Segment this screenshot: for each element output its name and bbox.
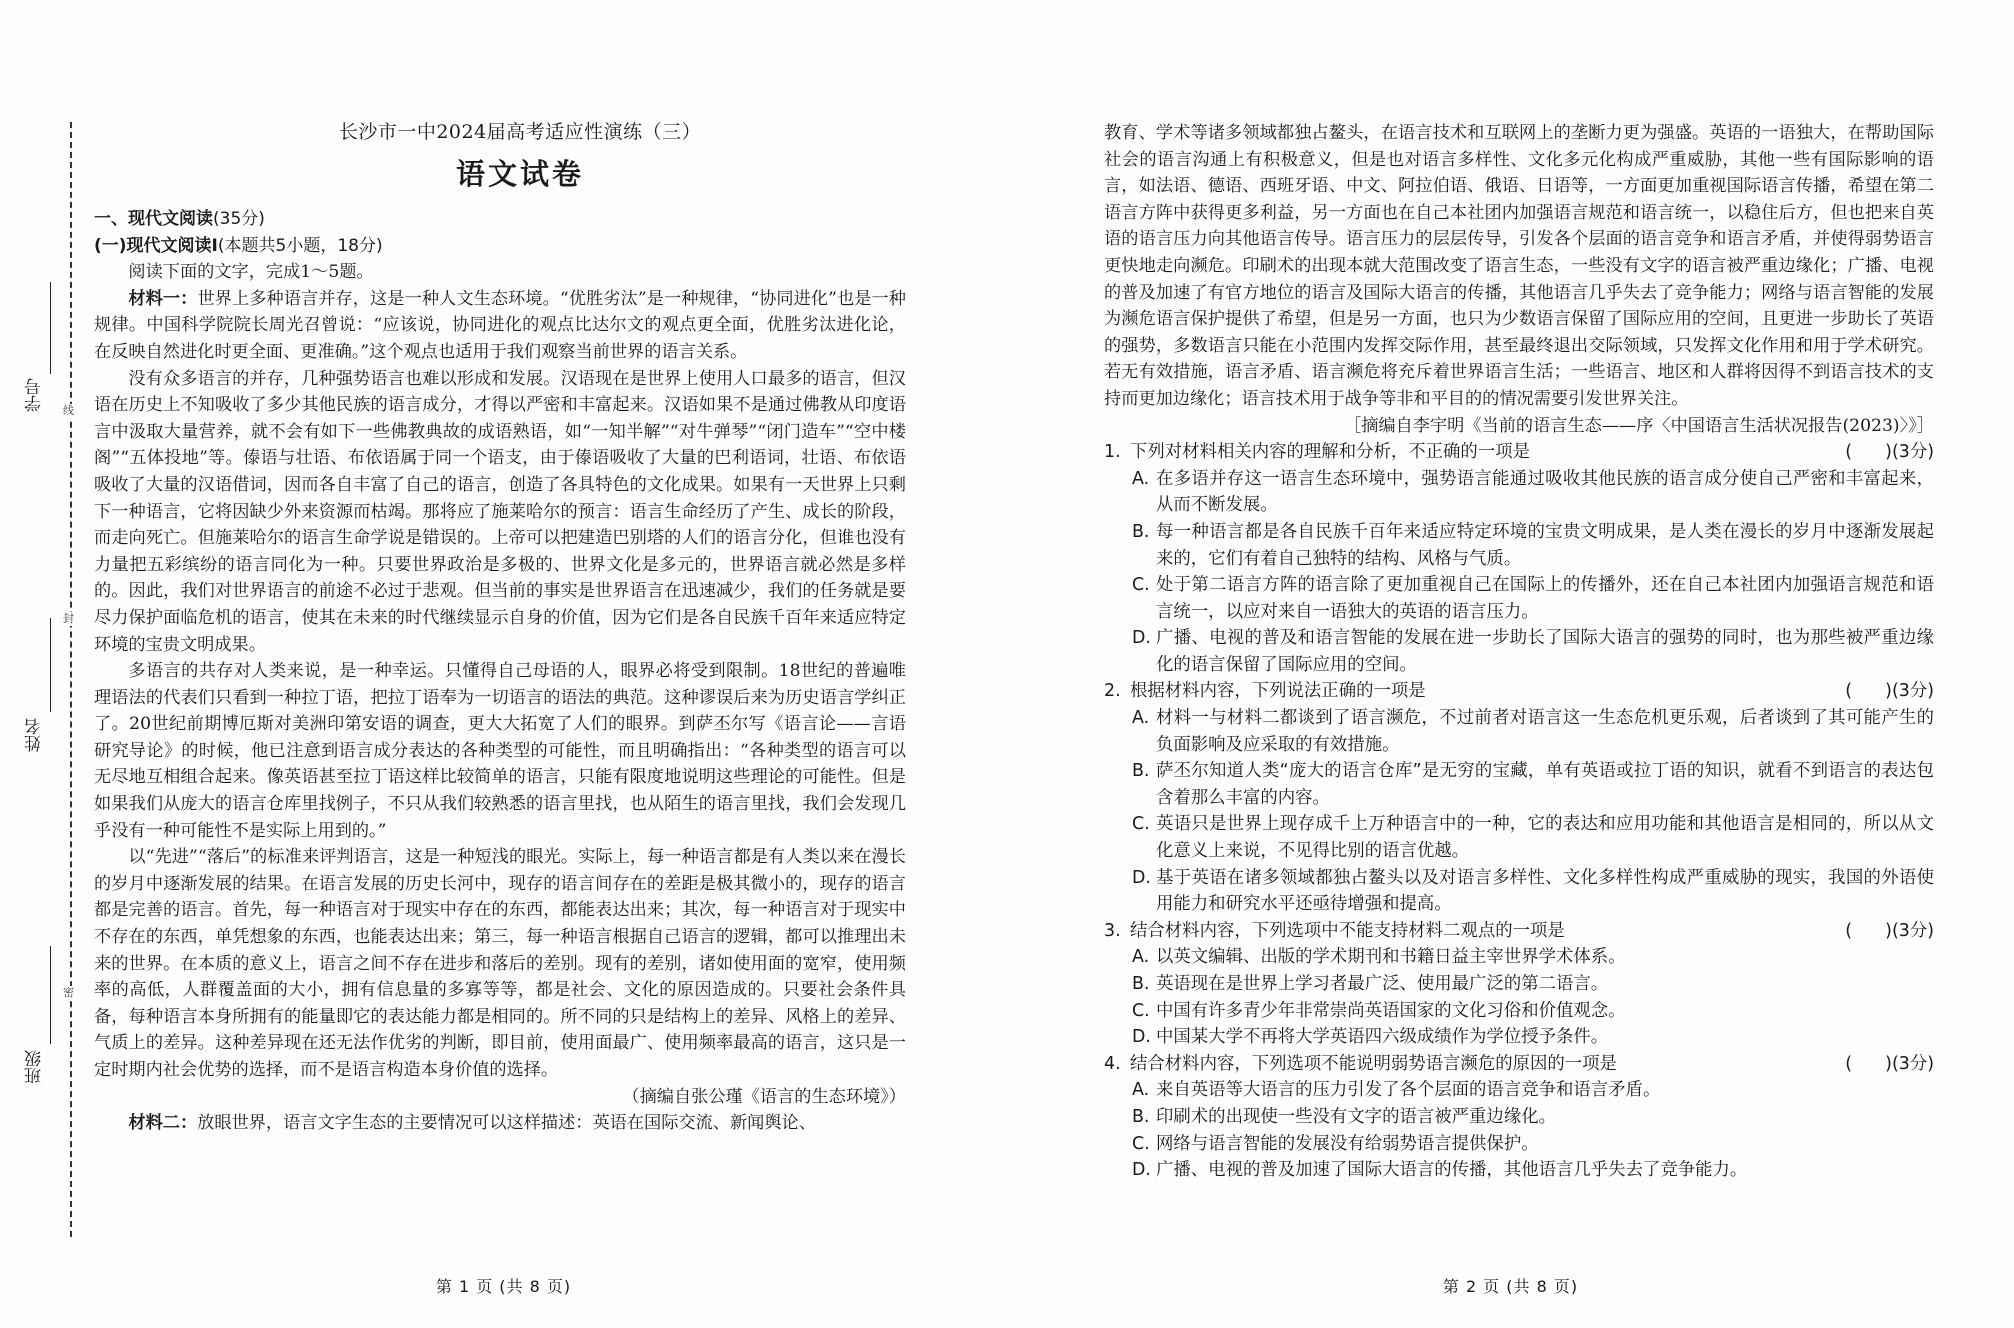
exam-header bbox=[200, 118, 840, 193]
option-a[interactable] bbox=[1104, 466, 1934, 519]
subsection-points: (本题共5小题，18分) bbox=[217, 235, 383, 256]
option-text: 英语现在是世界上学习者最广泛、使用最广泛的第二语言。 bbox=[1156, 974, 1609, 994]
question-number: 4. bbox=[1104, 1053, 1121, 1074]
question-text: 结合材料内容，下列选项不能说明弱势语言濒危的原因的一项是 bbox=[1130, 1053, 1617, 1074]
section-heading-text: 一、现代文阅读 bbox=[94, 209, 213, 229]
student-name-line bbox=[50, 618, 51, 712]
question-stem-text bbox=[1104, 1051, 1617, 1078]
question-2 bbox=[1104, 678, 1934, 917]
option-c[interactable] bbox=[1104, 998, 1934, 1025]
material1-paragraph-1 bbox=[94, 286, 906, 366]
question-stem bbox=[1104, 678, 1934, 705]
option-letter: A. bbox=[1132, 708, 1150, 729]
option-text: 中国有许多青少年非常崇尚英语国家的文化习俗和价值观念。 bbox=[1156, 1000, 1626, 1021]
material1-paragraph-1-text: 世界上多种语言并存，这是一种人文生态环境。“优胜劣汰”是一种规律，“协同进化”也是一种规律。中国科学院院长周光召曾说：“应该说，协同进化的观点比达尔文的观点更全面，优胜劣汰进化论，在反映自然进化时更全面、更准确。”这个观点也适用于我们观察当前世界的语言关系。 bbox=[94, 288, 906, 362]
option-letter: C. bbox=[1132, 814, 1150, 835]
material1-lead: 材料一： bbox=[128, 288, 198, 309]
question-stem-text bbox=[1104, 439, 1530, 466]
answer-bracket[interactable]: ( )(3分) bbox=[1845, 920, 1934, 941]
option-b[interactable] bbox=[1104, 519, 1934, 572]
binding-mark-mi: 密 bbox=[63, 986, 74, 999]
question-number: 2. bbox=[1104, 681, 1121, 702]
class-label: 班级 bbox=[25, 1050, 45, 1084]
page-2 bbox=[1007, 0, 2014, 1328]
question-number: 1. bbox=[1104, 442, 1121, 463]
option-c[interactable] bbox=[1104, 1131, 1934, 1158]
question-number: 3. bbox=[1104, 920, 1121, 941]
binding-mark-xian: 线 bbox=[63, 404, 74, 417]
option-letter: B. bbox=[1132, 761, 1150, 782]
option-b[interactable] bbox=[1104, 1104, 1934, 1131]
option-letter: D. bbox=[1132, 1160, 1151, 1181]
answer-bracket[interactable]: ( )(3分) bbox=[1845, 1053, 1934, 1074]
option-text: 英语只是世界上现存成千上万种语言中的一种，它的表达和应用功能和其他语言是相同的，所以从文化意义上来说，不见得比别的语言优越。 bbox=[1156, 814, 1934, 862]
student-number-line bbox=[50, 282, 51, 374]
option-text: 印刷术的出现使一些没有文字的语言被严重边缘化。 bbox=[1156, 1106, 1556, 1127]
material1-paragraph-4: 以“先进”“落后”的标准来评判语言，这是一种短浅的眼光。实际上，每一种语言都是有人类以来在漫长的岁月中逐渐发展的结果。在语言发展的历史长河中，现存的语言间存在的差距是极其微小的，现存的语言都是完善的语言。首先，每一种语言对于现实中存在的东西，都能表达出来；其次，每一种语言对于现实中不存在的东西，单凭想象的东西，也能表达出来；第三，每一种语言根据自己语言的逻辑，都可以推理出未来的世界。在本质的意义上，语言之间不存在进步和落后的差别。现有的差别，诸如使用面的宽窄，使用频率的高低，人群覆盖面的大小，拥有信息量的多寡等等，都是社会、文化的原因造成的。只要社会条件具备，每种语言本身所拥有的能量即它的表达能力都是相同的。所不同的只是结构上的差异、风格上的差异、气质上的差异。这种差异现在还无法作优劣的判断，即目前，使用面最广、使用频率最高的语言，这只是一定时期内社会优势的选择，而不是语言构造本身价值的选择。 bbox=[94, 847, 906, 1080]
option-text: 萨丕尔知道人类“庞大的语言仓库”是无穷的宝藏，单有英语或拉丁语的知识，就看不到语言的表达包含着那么丰富的内容。 bbox=[1156, 761, 1934, 808]
question-text: 根据材料内容，下列说法正确的一项是 bbox=[1130, 681, 1426, 702]
section-heading bbox=[94, 206, 906, 233]
answer-bracket[interactable]: ( )(3分) bbox=[1845, 681, 1934, 702]
question-list bbox=[1104, 439, 1934, 1184]
question-stem bbox=[1104, 439, 1934, 466]
option-text: 中国某大学不再将大学英语四六级成绩作为学位授予条件。 bbox=[1156, 1027, 1609, 1048]
class-field[interactable] bbox=[16, 946, 56, 1126]
option-letter: B. bbox=[1132, 521, 1150, 542]
option-c[interactable] bbox=[1104, 572, 1934, 625]
question-stem-text bbox=[1104, 678, 1426, 705]
option-a[interactable] bbox=[1104, 1077, 1934, 1104]
option-text: 处于第二语言方阵的语言除了更加重视自己在国际上的传播外，还在自己本社团内加强语言规范和语言统一，以应对来自一语独大的英语的语言压力。 bbox=[1156, 575, 1934, 622]
question-4 bbox=[1104, 1051, 1934, 1184]
option-c[interactable] bbox=[1104, 811, 1934, 864]
option-a[interactable] bbox=[1104, 705, 1934, 758]
option-letter: B. bbox=[1132, 1106, 1150, 1127]
subsection-heading bbox=[94, 233, 906, 260]
page-footer-right: 第 2 页 (共 8 页) bbox=[1442, 1277, 1579, 1296]
answer-bracket[interactable]: ( )(3分) bbox=[1845, 442, 1934, 463]
option-letter: D. bbox=[1132, 1027, 1151, 1048]
option-text: 材料一与材料二都谈到了语言濒危，不过前者对语言这一生态危机更乐观，后者谈到了其可能产生的负面影响及应采取的有效措施。 bbox=[1156, 708, 1934, 755]
option-letter: B. bbox=[1132, 974, 1150, 994]
right-column bbox=[1104, 120, 1934, 1184]
material2-first-line: 放眼世界，语言文字生态的主要情况可以这样描述：英语在国际交流、新闻舆论、 bbox=[197, 1113, 816, 1134]
material2-continuation: 教育、学术等诸多领域都独占鳌头，在语言技术和互联网上的垄断力更为强盛。英语的一语独大，在帮助国际社会的语言沟通上有积极意义，但是也对语言多样性、文化多元化构成严重威胁，其他一些有国际影响的语言，如法语、德语、西班牙语、中文、阿拉伯语、俄语、日语等，一方面更加重视国际语言传播，希望在第二语言方阵中获得更多利益，另一方面也在自己本社团内加强语言规范和语言统一，以稳住后方，但也把来自英语的语言压力向其他语言传导。语言压力的层层传导，引发各个层面的语言竞争和语言矛盾，并使得弱势语言更快地走向濒危。印刷术的出现本就大范围改变了语言生态，一些没有文字的语言被严重边缘化；广播、电视的普及加速了有官方地位的语言及国际大语言的传播，其他语言几乎失去了竞争能力；网络与语言智能的发展为濒危语言保护提供了希望，但是另一方面，也只为少数语言保留了国际应用的空间，且更进一步助长了英语的强势，多数语言只能在小范围内发挥交际作用，甚至最终退出交际领域，只发挥文化作用和用于学术研究。若无有效措施，语言矛盾、语言濒危将充斥着世界语言生活；一些语言、地区和人群将因得不到语言技术的支持而更加边缘化；语言技术用于战争等非和平目的的情况需要引发世界关注。 bbox=[1104, 123, 1934, 409]
option-text: 来自英语等大语言的压力引发了各个层面的语言竞争和语言矛盾。 bbox=[1156, 1080, 1661, 1101]
question-stem bbox=[1104, 918, 1934, 945]
section-points: (35分) bbox=[213, 209, 265, 229]
material2-source: ［摘编自李宇明《当前的语言生态——序〈中国语言生活状况报告(2023)〉》］ bbox=[1344, 415, 1934, 436]
option-text: 每一种语言都是各自民族千百年来适应特定环境的宝贵文明成果，是人类在漫长的岁月中逐渐发展起来的，它们有着自己独特的结构、风格与气质。 bbox=[1156, 521, 1934, 569]
question-3 bbox=[1104, 918, 1934, 1051]
material1-source: （摘编自张公瑾《语言的生态环境》） bbox=[622, 1086, 906, 1107]
option-text: 基于英语在诸多领域都独占鳌头以及对语言多样性、文化多样性构成严重威胁的现实，我国的外语使用能力和研究水平还亟待增强和提高。 bbox=[1156, 867, 1934, 915]
student-number-field[interactable] bbox=[16, 282, 56, 462]
option-text: 网络与语言智能的发展没有给弱势语言提供保护。 bbox=[1156, 1133, 1539, 1154]
option-text: 广播、电视的普及加速了国际大语言的传播，其他语言几乎失去了竞争能力。 bbox=[1156, 1160, 1748, 1181]
option-d[interactable] bbox=[1104, 1157, 1934, 1184]
option-letter: A. bbox=[1132, 947, 1150, 968]
exam-title: 语文试卷 bbox=[455, 157, 584, 191]
student-name-field[interactable] bbox=[16, 618, 56, 798]
option-letter: C. bbox=[1132, 575, 1150, 596]
question-text: 结合材料内容，下列选项中不能支持材料二观点的一项是 bbox=[1130, 920, 1565, 941]
option-text: 在多语并存这一语言生态环境中，强势语言能通过吸收其他民族的语言成分使自己严密和丰富起来，从而不断发展。 bbox=[1156, 468, 1934, 516]
class-line bbox=[50, 946, 51, 1044]
option-d[interactable] bbox=[1104, 1024, 1934, 1051]
option-d[interactable] bbox=[1104, 625, 1934, 678]
binding-line bbox=[70, 122, 72, 1237]
option-text: 广播、电视的普及和语言智能的发展在进一步助长了国际大语言的强势的同时，也为那些被严重边缘化的语言保留了国际应用的空间。 bbox=[1156, 628, 1934, 675]
question-1 bbox=[1104, 439, 1934, 678]
subsection-heading-text: (一)现代文阅读Ⅰ bbox=[94, 235, 218, 256]
question-text: 下列对材料相关内容的理解和分析，不正确的一项是 bbox=[1130, 442, 1530, 463]
option-letter: A. bbox=[1132, 468, 1150, 489]
left-column bbox=[94, 206, 906, 1137]
option-text: 以英文编辑、出版的学术期刊和书籍日益主宰世界学术体系。 bbox=[1156, 947, 1626, 968]
option-d[interactable] bbox=[1104, 865, 1934, 918]
option-b[interactable] bbox=[1104, 971, 1934, 998]
question-stem-text bbox=[1104, 918, 1565, 945]
question-stem bbox=[1104, 1051, 1934, 1078]
page-footer-left: 第 1 页 (共 8 页) bbox=[435, 1277, 572, 1296]
reading-instruction: 阅读下面的文字，完成1～5题。 bbox=[128, 262, 374, 283]
material1-paragraph-3: 多语言的共存对人类来说，是一种幸运。只懂得自己母语的人，眼界必将受到限制。18世纪的普遍唯理语法的代表们只看到一种拉丁语，把拉丁语奉为一切语言的语法的典范。这种谬误后来为历史语言学纠正了。20世纪前期博厄斯对美洲印第安语的调查，更大大拓宽了人们的眼界。到萨丕尔写《语言论——言语研究导论》的时候，他已注意到语言成分表达的各种类型的可能性，而且明确指出：“各种类型的语言可以无尽地互相组合起来。像英语甚至拉丁语这样比较简单的语言，只能有限度地说明这些理论的可能性。但是如果我们从庞大的语言仓库里找例子，不只从我们较熟悉的语言里找，也从陌生的语言里找，我们会发现几乎没有一种可能性不是实际上用到的。” bbox=[94, 661, 906, 841]
material2-opening bbox=[94, 1110, 906, 1137]
binding-mark-feng: 封 bbox=[63, 612, 74, 625]
student-number-label: 学号 bbox=[25, 378, 45, 412]
option-letter: C. bbox=[1132, 1133, 1150, 1154]
material2-lead: 材料二： bbox=[128, 1113, 198, 1134]
option-a[interactable] bbox=[1104, 944, 1934, 971]
student-name-label: 姓名 bbox=[25, 718, 45, 752]
exam-school-line: 长沙市一中2024届高考适应性演练（三） bbox=[338, 121, 702, 143]
option-letter: C. bbox=[1132, 1000, 1150, 1021]
option-letter: A. bbox=[1132, 1080, 1150, 1101]
option-letter: D. bbox=[1132, 867, 1151, 888]
option-letter: D. bbox=[1132, 628, 1151, 649]
option-b[interactable] bbox=[1104, 758, 1934, 811]
material1-paragraph-2: 没有众多语言的并存，几种强势语言也难以形成和发展。汉语现在是世界上使用人口最多的语言，但汉语在历史上不知吸收了多少其他民族的语言成分，才得以严密和丰富起来。汉语如果不是通过佛教从印度语言中汲取大量营养，就不会有如下一些佛教典故的成语熟语，如“一知半解”“对牛弹琴”“闭门造车”“空中楼阁”“五体投地”等。傣语与壮语、布依语属于同一个语支，由于傣语吸收了大量的巴利语词，壮语、布依语吸收了大量的汉语借词，因而各自丰富了自己的语言，创造了各具特色的文化成果。如果有一天世界上只剩下一种语言，它将因缺少外来资源而枯竭。那将应了施莱哈尔的预言：语言生命经历了产生、成长的阶段，而走向死亡。但施莱哈尔的语言生命学说是错误的。上帝可以把建造巴别塔的人们的语言分化，但谁也没有力量把五彩缤纷的语言同化为一种。只要世界政治是多极的、世界文化是多元的，世界语言就必然是多样的。因此，我们对世界语言的前途不必过于悲观。但当前的事实是世界语言在迅速减少，我们的任务就是要尽力保护面临危机的语言，使其在未来的时代继续显示自身的价值，因为它们是各自民族千百年来适应特定环境的宝贵文明成果。 bbox=[94, 368, 906, 655]
